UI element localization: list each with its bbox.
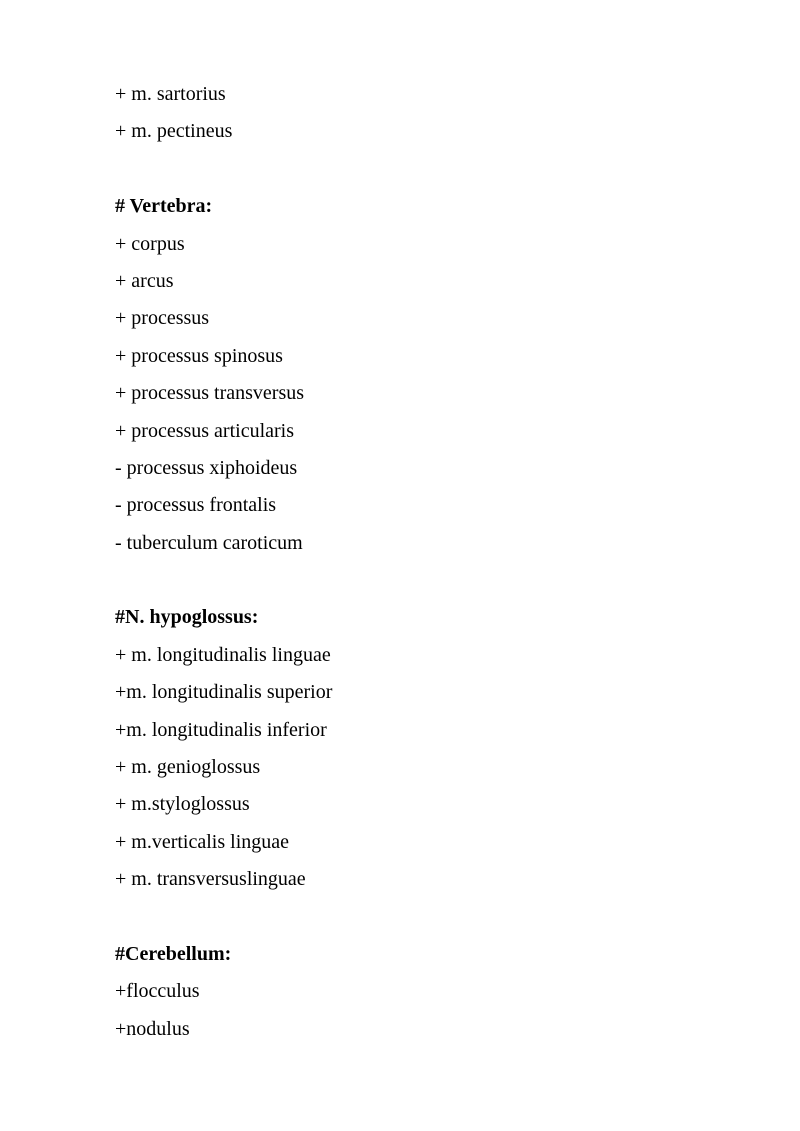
spacer <box>115 899 755 936</box>
list-item: +flocculus <box>115 980 200 1003</box>
list-item: + m. transversuslinguae <box>115 868 306 891</box>
intro-list <box>115 76 755 151</box>
section-heading: #N. hypoglossus: <box>115 606 259 629</box>
section-cerebellum <box>115 936 755 1048</box>
spacer <box>115 562 755 599</box>
list-item: + m. pectineus <box>115 120 233 143</box>
list-item: + m. longitudinalis linguae <box>115 643 331 666</box>
list-item: + corpus <box>115 232 185 255</box>
list-item: + processus <box>115 307 210 330</box>
list-item: +m. longitudinalis inferior <box>115 718 327 741</box>
list-item: + processus spinosus <box>115 344 283 367</box>
list-item: + m.verticalis linguae <box>115 830 290 853</box>
list-item: + m. sartorius <box>115 83 226 105</box>
document-page <box>115 76 755 1048</box>
list-item: +m. longitudinalis superior <box>115 681 333 704</box>
list-item: + processus transversus <box>115 382 305 405</box>
list-item: - tuberculum caroticum <box>115 531 303 554</box>
section-heading: #Cerebellum: <box>115 942 232 965</box>
spacer <box>115 151 755 188</box>
section-vertebra <box>115 188 755 562</box>
list-item: - processus frontalis <box>115 494 277 517</box>
list-item: - processus xiphoideus <box>115 456 298 479</box>
section-hypoglossus <box>115 599 755 898</box>
section-heading: # Vertebra: <box>115 195 213 218</box>
list-item: + m. genioglossus <box>115 756 261 779</box>
list-item: + processus articularis <box>115 419 295 442</box>
list-item: + m.styloglossus <box>115 793 250 816</box>
list-item: +nodulus <box>115 1017 190 1040</box>
list-item: + arcus <box>115 269 174 292</box>
